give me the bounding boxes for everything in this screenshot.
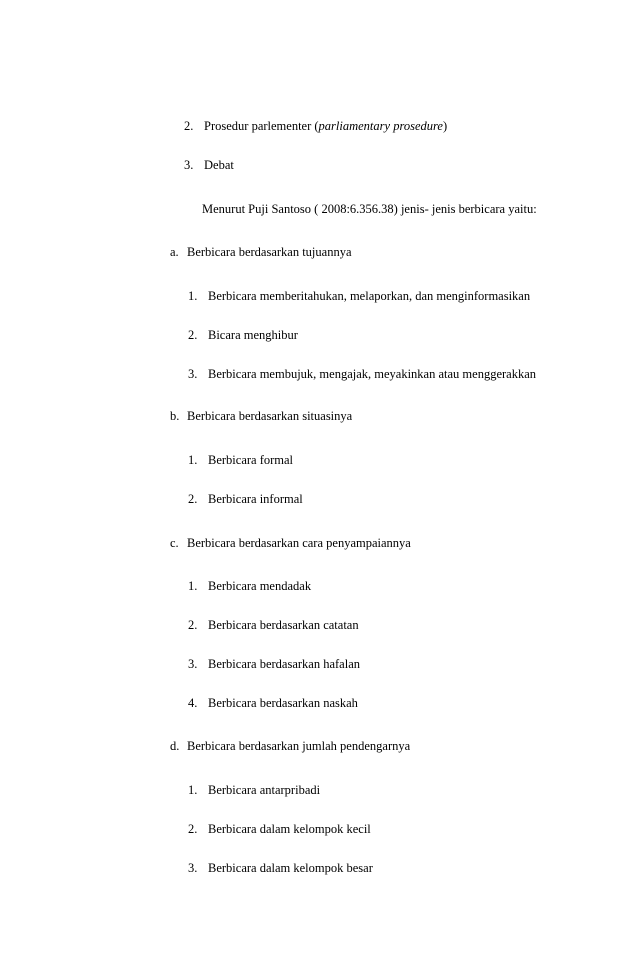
list-number: 4. xyxy=(188,696,198,710)
list-text: Berbicara membujuk, mengajak, meyakinkan atau menggerakkan xyxy=(208,367,536,381)
list-item xyxy=(188,823,371,836)
list-number: 2. xyxy=(188,328,198,342)
section-heading xyxy=(170,246,352,259)
section-letter: a. xyxy=(170,245,179,259)
list-number: 2. xyxy=(184,119,194,133)
list-item xyxy=(184,159,234,172)
list-number: 2. xyxy=(188,492,198,506)
intro-paragraph: Menurut Puji Santoso ( 2008:6.356.38) jenis- jenis berbicara yaitu: xyxy=(202,202,537,216)
list-item xyxy=(188,658,360,671)
list-number: 1. xyxy=(188,453,198,467)
list-number: 1. xyxy=(188,579,198,593)
list-text: Berbicara formal xyxy=(208,453,294,467)
list-item xyxy=(184,120,447,133)
list-number: 2. xyxy=(188,822,198,836)
section-heading xyxy=(170,740,410,753)
list-text: Berbicara dalam kelompok besar xyxy=(208,861,373,875)
list-number: 3. xyxy=(184,158,194,172)
list-text: Berbicara dalam kelompok kecil xyxy=(208,822,371,836)
list-number: 1. xyxy=(188,783,198,797)
list-item xyxy=(188,697,358,710)
list-item xyxy=(188,290,530,303)
list-text: Berbicara mendadak xyxy=(208,579,312,593)
list-item xyxy=(188,329,298,342)
list-item xyxy=(188,580,311,593)
list-number: 3. xyxy=(188,861,198,875)
list-item xyxy=(188,368,536,381)
section-letter: d. xyxy=(170,739,180,753)
section-heading xyxy=(170,537,411,550)
section-title: Berbicara berdasarkan jumlah pendengarnya xyxy=(187,739,411,753)
section-title: Berbicara berdasarkan cara penyampaiannya xyxy=(187,536,411,550)
list-text: Berbicara informal xyxy=(208,492,303,506)
list-text-italic: parliamentary prosedure xyxy=(318,119,443,133)
list-item xyxy=(188,454,293,467)
list-number: 3. xyxy=(188,367,198,381)
list-text: Berbicara antarpribadi xyxy=(208,783,321,797)
list-number: 1. xyxy=(188,289,198,303)
list-number: 3. xyxy=(188,657,198,671)
list-text: Berbicara memberitahukan, melaporkan, dan menginformasikan xyxy=(208,289,531,303)
list-text: Debat xyxy=(204,158,234,172)
list-item xyxy=(188,784,320,797)
list-item xyxy=(188,862,373,875)
list-number: 2. xyxy=(188,618,198,632)
section-title: Berbicara berdasarkan tujuannya xyxy=(187,245,352,259)
section-letter: c. xyxy=(170,536,179,550)
list-text: Prosedur parlementer ( xyxy=(204,119,319,133)
list-text: Bicara menghibur xyxy=(208,328,298,342)
list-text: Berbicara berdasarkan hafalan xyxy=(208,657,360,671)
list-text: Berbicara berdasarkan catatan xyxy=(208,618,359,632)
list-item xyxy=(188,493,303,506)
section-heading xyxy=(170,410,352,423)
section-letter: b. xyxy=(170,409,180,423)
section-title: Berbicara berdasarkan situasinya xyxy=(187,409,353,423)
list-item xyxy=(188,619,359,632)
list-text-end: ) xyxy=(442,119,448,133)
list-text: Berbicara berdasarkan naskah xyxy=(208,696,358,710)
